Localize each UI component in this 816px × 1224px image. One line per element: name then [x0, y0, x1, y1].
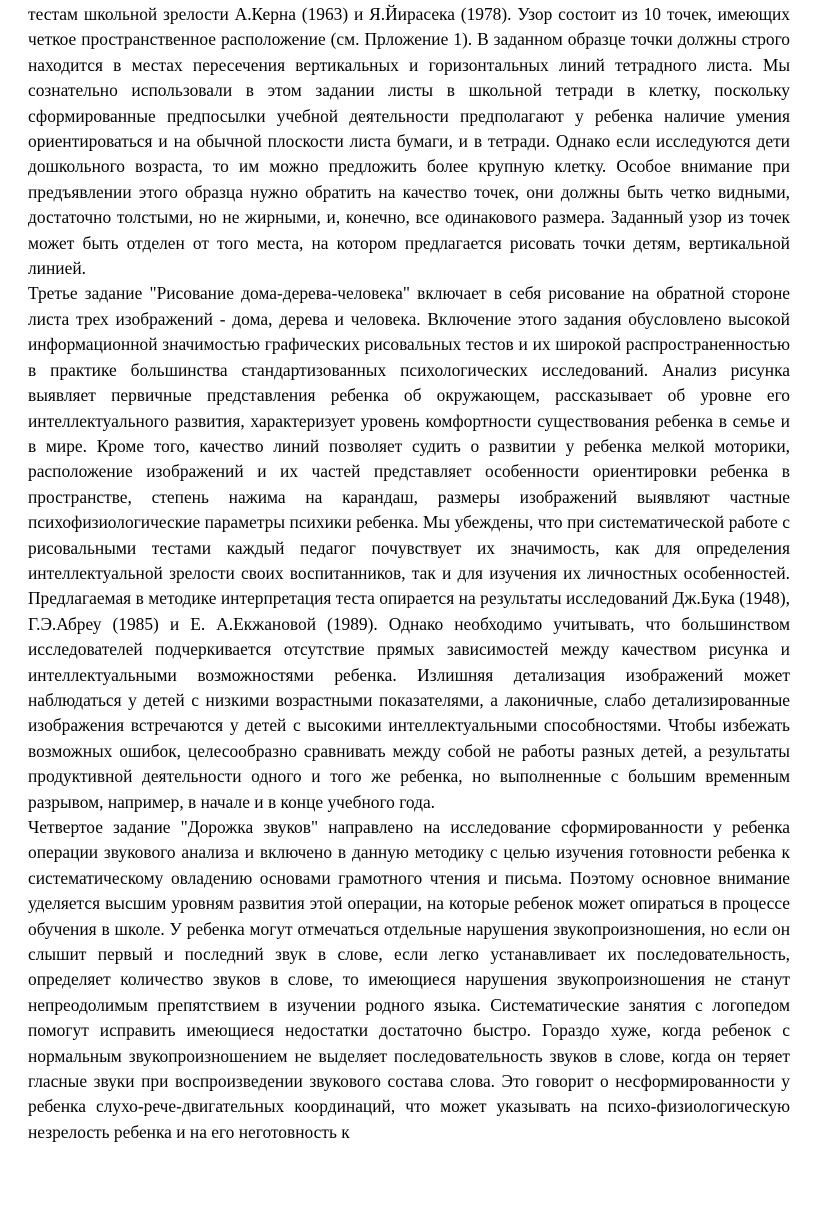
paragraph-house-tree-person-task: Третье задание "Рисование дома-дерева-человека" включает в себя рисование на обратной стороне листа трех изображений - дома, дерева и человека. Включение этого задания обусловлено высокой информационной значимостью графических рисовальных тестов и их широкой распространенностью в практике большинства стандартизованных психологических исследований. Анализ рисунка выявляет первичные представления ребенка об окружающем, рассказывает об уровне его интеллектуального развития, характеризует уровень комфортности существования ребенка в семье и в мире. Кроме того, качество линий позволяет судить о развитии у ребенка мелкой моторики, расположение изображений и их частей представляет особенности ориентировки ребенка в пространстве, степень нажима на карандаш, размеры изображений выявляют частные психофизиологические параметры психики ребенка. Мы убеждены, что при систематической работе с рисовальными тестами каждый педагог почувствует их значимость, как для определения интеллектуальной зрелости своих воспитанников, так и для изучения их личностных особенностей. Предлагаемая в методике интерпретация теста опирается на результаты исследований Дж.Бука (1948), Г.Э.Абреу (1985) и Е. А.Екжановой (1989). Однако необходимо учитывать, что большинством исследователей подчеркивается отсутствие прямых зависимостей между качеством рисунка и интеллектуальными возможностями ребенка. Излишняя детализация изображений может наблюдаться у детей с низкими возрастными показателями, а лаконичные, слабо детализированные изображения встречаются у детей с высокими интеллектуальными способностями. Чтобы избежать возможных ошибок, целесообразно сравнивать между собой не работы разных детей, а результаты продуктивной деятельности одного и того же ребенка, но выполненные с большим временным разрывом, например, в начале и в конце учебного года.	[28, 283, 790, 812]
paragraph-dot-pattern-task: тестам школьной зрелости А.Керна (1963) и Я.Йирасека (1978). Узор состоит из 10 точек, имеющих четкое пространственное расположение (см. Прложение 1). В заданном образце точки должны строго находится в местах пересечения вертикальных и горизонтальных линий тетрадного листа. Мы сознательно использовали в этом задании листы в школьной тетради в клетку, поскольку сформированные предпосылки учебной деятельности предполагают у ребенка наличие умения ориентироваться и на обычной плоскости листа бумаги, и в тетради. Однако если исследуются дети дошкольного возраста, то им можно предложить более крупную клетку. Особое внимание при предъявлении этого образца нужно обратить на качество точек, они должны быть четко видными, достаточно толстыми, но не жирными, и, конечно, все одинакового размера. Заданный узор из точек может быть отделен от того места, на котором предлагается рисовать точки детям, вертикальной линией.	[28, 4, 790, 279]
document-page	[28, 2, 790, 1145]
paragraph-sound-path-task: Четвертое задание "Дорожка звуков" направлено на исследование сформированности у ребенка операции звукового анализа и включено в данную методику с целью изучения готовности ребенка к систематическому овладению основами грамотного чтения и письма. Поэтому основное внимание уделяется высшим уровням развития этой операции, на которые ребенок может опираться в процессе обучения в школе. У ребенка могут отмечаться отдельные нарушения звукопроизношения, но если он слышит первый и последний звук в слове, если легко устанавливает их последовательность, определяет количество звуков в слове, то имеющиеся нарушения звукопроизношения не станут непреодолимым препятствием в изучении родного языка. Систематические занятия с логопедом помогут исправить имеющиеся недостатки достаточно быстро. Гораздо хуже, когда ребенок с нормальным звукопроизношением не выделяет последовательность звуков в слове, когда он теряет гласные звуки при воспроизведении звукового состава слова. Это говорит о несформированности у ребенка слухо-рече-двигательных координаций, что может указывать на психо-физиологическую незрелость ребенка и на его неготовность к	[28, 817, 790, 1142]
